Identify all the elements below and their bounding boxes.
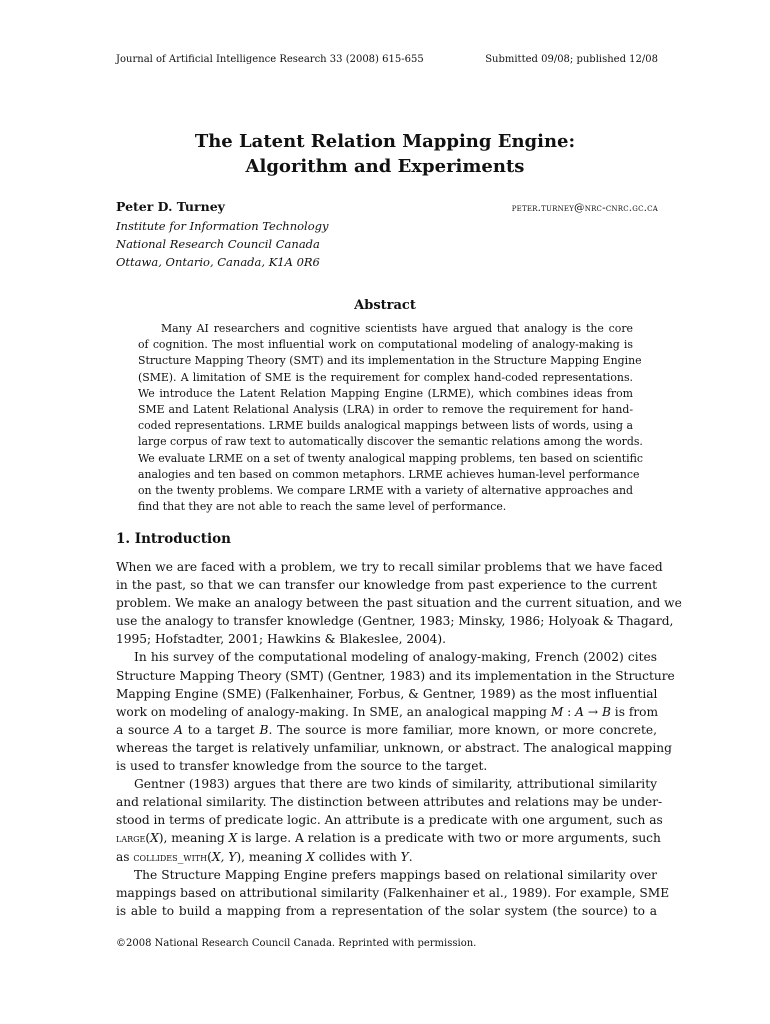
smallcaps-run: collides_with <box>133 849 208 864</box>
abstract-body <box>138 321 643 515</box>
affiliation-line: Ottawa, Ontario, Canada, K1A 0R6 <box>116 255 320 269</box>
body-line: In his survey of the computational modeling of analogy-making, French (2002) cites <box>134 650 657 665</box>
abstract-line: Many AI researchers and cognitive scientists have argued that analogy is the core <box>161 322 633 335</box>
math-run: B <box>601 704 611 719</box>
body-line: is used to transfer knowledge from the source to the target. <box>116 759 488 774</box>
math-run: X <box>228 831 238 846</box>
body-line: The Structure Mapping Engine prefers mappings based on relational similarity over <box>134 867 657 882</box>
title-line-1: The Latent Relation Mapping Engine: <box>194 131 576 152</box>
body-line: use the analogy to transfer knowledge (Gentner, 1983; Minsky, 1986; Holyoak & Thagard, <box>116 614 674 629</box>
body-line <box>116 703 657 721</box>
text-run: collides with <box>314 849 401 864</box>
text-run: is large. A relation is a predicate with two or more arguments, such <box>237 831 661 846</box>
text-run: ( <box>145 831 151 846</box>
abstract-line: (SME). A limitation of SME is the requirement for complex hand-coded representations. <box>138 370 633 384</box>
math-run: X <box>306 849 315 864</box>
affiliation-line: National Research Council Canada <box>116 237 320 251</box>
abstract-line: We evaluate LRME on a set of twenty analogical mapping problems, ten based on scientific <box>138 451 643 465</box>
body-line: is able to build a mapping from a representation of the solar system (the source) to a <box>116 903 657 918</box>
math-run: X, Y <box>211 849 237 864</box>
abstract-line: find that they are not able to reach the same level of performance. <box>138 500 507 514</box>
abstract-line: Structure Mapping Theory (SMT) and its implementation in the Structure Mapping Engine <box>138 354 642 368</box>
abstract-line: of cognition. The most influential work on computational modeling of analogy-making is <box>138 338 633 352</box>
text-run: → <box>583 704 602 719</box>
body-line: problem. We make an analogy between the past situation and the current situation, and we <box>116 596 682 611</box>
text-run: ( <box>207 849 212 864</box>
body-line: whereas the target is relatively unfamiliar, unknown, or abstract. The analogical mapping <box>116 740 672 755</box>
text-run: is from <box>610 704 659 719</box>
text-run: . <box>408 849 413 864</box>
submission-dates: Submitted 09/08; published 12/08 <box>485 54 658 65</box>
text-run: : <box>563 704 576 719</box>
text-run: a source <box>116 722 175 737</box>
math-run: M <box>550 704 564 719</box>
title-line-2: Algorithm and Experiments <box>245 156 525 177</box>
abstract-line: on the twenty problems. We compare LRME with a variety of alternative approaches and <box>138 483 633 497</box>
text-run: to a target <box>182 722 260 737</box>
text-run: . The source is more familiar, more known, or more concrete, <box>268 722 657 737</box>
math-run: B <box>259 722 269 737</box>
paper-title <box>0 129 770 179</box>
body-line: in the past, so that we can transfer our knowledge from past experience to the current <box>116 578 657 593</box>
journal-header: Journal of Artificial Intelligence Research 33 (2008) 615-655 <box>116 54 424 65</box>
author-email: peter.turney@nrc-cnrc.gc.ca <box>511 202 658 214</box>
body-line: mappings based on attributional similarity (Falkenhainer et al., 1989). For example, SME <box>116 885 670 900</box>
body-line: Mapping Engine (SME) (Falkenhainer, Forbus, & Gentner, 1989) as the most influential <box>116 686 658 701</box>
body-line: Gentner (1983) argues that there are two kinds of similarity, attributional similarity <box>134 777 657 792</box>
text-run: ), meaning <box>158 831 229 846</box>
body-line: When we are faced with a problem, we try to recall similar problems that we have faced <box>116 560 663 574</box>
body-line: 1995; Hofstadter, 2001; Hawkins & Blakeslee, 2004). <box>116 632 447 647</box>
math-run: Y <box>400 849 409 864</box>
body-line: Structure Mapping Theory (SMT) (Gentner, 1983) and its implementation in the Structure <box>116 668 675 683</box>
body-line <box>116 829 661 847</box>
body-line: stood in terms of predicate logic. An attribute is a predicate with one argument, such as <box>116 813 663 828</box>
abstract-line: analogies and ten based on common metaphors. LRME achieves human-level performance <box>138 467 640 481</box>
math-run: A <box>174 722 183 737</box>
abstract-line: We introduce the Latent Relation Mapping Engine (LRME), which combines ideas from <box>138 386 633 400</box>
body-line <box>116 848 657 866</box>
abstract-line: SME and Latent Relational Analysis (LRA) in order to remove the requirement for hand- <box>138 402 633 416</box>
abstract-line: coded representations. LRME builds analogical mappings between lists of words, using a <box>138 419 633 433</box>
body-line: and relational similarity. The distinction between attributes and relations may be under- <box>116 795 663 810</box>
author-name: Peter D. Turney <box>116 199 225 214</box>
math-run: X <box>150 831 159 846</box>
smallcaps-run: large <box>116 831 146 846</box>
abstract-heading: Abstract <box>354 298 416 313</box>
section-body <box>116 558 682 920</box>
section-heading: 1. Introduction <box>116 531 231 547</box>
body-line <box>116 721 657 739</box>
copyright-footer: ©2008 National Research Council Canada. Reprinted with permission. <box>116 938 477 949</box>
text-run: work on modeling of analogy-making. In SME, an analogical mapping <box>116 704 551 719</box>
text-run: ), meaning <box>236 849 307 864</box>
math-run: A <box>575 704 584 719</box>
text-run: as <box>116 849 134 864</box>
author-affiliation <box>116 217 329 271</box>
abstract-line: large corpus of raw text to automatically discover the semantic relations among the words. <box>138 435 643 449</box>
affiliation-line: Institute for Information Technology <box>116 219 329 233</box>
